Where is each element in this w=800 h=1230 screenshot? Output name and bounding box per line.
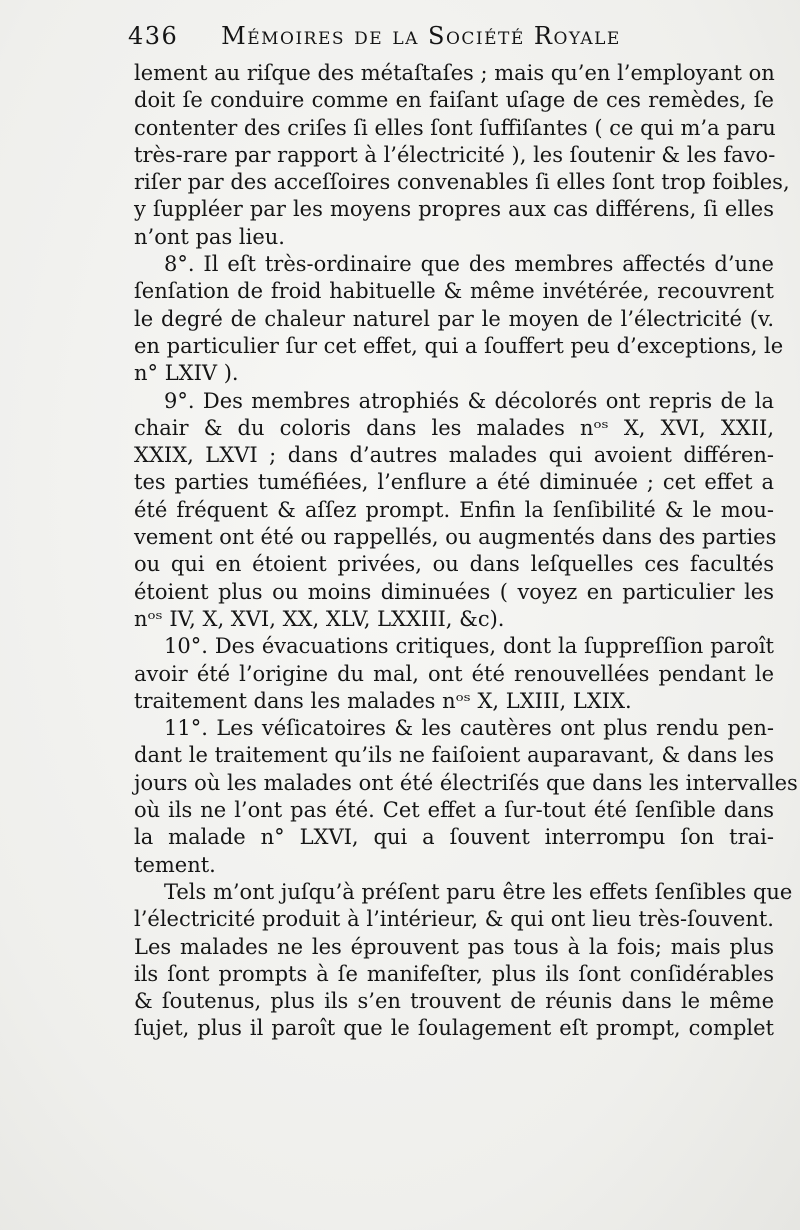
text-line: n° LXIV ). <box>134 361 239 386</box>
text-line: y ſuppléer par les moyens propres aux cas différens, ſi elles <box>134 197 774 222</box>
text-line: le degré de chaleur naturel par le moyen de l’électricité (v. <box>134 306 774 331</box>
text-line: contenter des criſes ſi elles ſont ſuffiſantes ( ce qui m’a paru <box>134 115 776 140</box>
text-line: vement ont été ou rappellés, ou augmentés dans des parties <box>134 525 777 550</box>
text-line: où ils ne l’ont pas été. Cet effet a ſur-tout été ſenſible dans <box>134 798 774 823</box>
text-line: 11°. Les véſicatoires & les cautères ont plus rendu pen- <box>164 716 774 741</box>
text-line: la malade n° LXVI, qui a ſouvent interrompu ſon trai- <box>134 825 774 850</box>
text-line: ils ſont prompts à ſe manifeſter, plus ils ſont conſidérables <box>134 961 774 986</box>
text-line: n’ont pas lieu. <box>134 224 285 249</box>
text-line: 9°. Des membres atrophiés & décolorés ont repris de la <box>164 388 774 413</box>
text-line: très-rare par rapport à l’électricité ), les ſoutenir & les favo- <box>134 142 776 167</box>
text-line: doit ſe conduire comme en faiſant uſage de ces remèdes, ſe <box>134 88 774 113</box>
text-line: dant le traitement qu’ils ne faiſoient auparavant, & dans les <box>134 743 774 768</box>
text-line: ou qui en étoient privées, ou dans leſquelles ces facultés <box>134 552 774 577</box>
text-line: & ſoutenus, plus ils s’en trouvent de réunis dans le même <box>134 989 774 1014</box>
text-line: nᵒˢ IV, X, XVI, XX, XLV, LXXIII, &c). <box>134 606 505 631</box>
text-line: étoient plus ou moins diminuées ( voyez en particulier les <box>134 579 774 604</box>
page-number: 436 <box>128 22 179 50</box>
text-line: riſer par des acceſſoires convenables ſi elles ſont trop foibles, <box>134 170 790 195</box>
text-line: en particulier ſur cet effet, qui a ſouffert peu d’exceptions, le <box>134 333 784 358</box>
text-line: traitement dans les malades nᵒˢ X, LXIII, LXIX. <box>134 688 632 713</box>
text-line: été fréquent & aſſez prompt. Enfin la ſenſibilité & le mou- <box>134 497 774 522</box>
text-line: ſujet, plus il paroît que le ſoulagement eſt prompt, complet <box>134 1016 774 1041</box>
text-line: Tels m’ont juſqu’à préſent paru être les effets ſenſibles que <box>164 879 793 904</box>
text-line: jours où les malades ont été électriſés que dans les intervalles <box>134 770 798 795</box>
text-line: XXIX, LXVI ; dans d’autres malades qui avoient différen- <box>134 443 774 468</box>
running-header <box>128 22 768 62</box>
text-line: avoir été l’origine du mal, ont été renouvellées pendant le <box>134 661 774 686</box>
text-line: 10°. Des évacuations critiques, dont la ſuppreſſion paroît <box>164 634 774 659</box>
text-line: 8°. Il eſt très-ordinaire que des membres affectés d’une <box>164 252 774 277</box>
text-line: chair & du coloris dans les malades nᵒˢ X, XVI, XXII, <box>134 415 774 440</box>
text-line: ſenſation de froid habituelle & même invétérée, recouvrent <box>134 279 774 304</box>
text-line: Les malades ne les éprouvent pas tous à la fois; mais plus <box>134 934 774 959</box>
body-text <box>134 60 798 1043</box>
text-line: tes parties tuméfiées, l’enflure a été diminuée ; cet effet a <box>134 470 774 495</box>
text-line: lement au riſque des métaſtaſes ; mais qu’en l’employant on <box>134 61 775 85</box>
text-line: tement. <box>134 852 216 877</box>
text-line: l’électricité produit à l’intérieur, & qui ont lieu très-ſouvent. <box>134 907 774 932</box>
running-title: Mémoires de la Société Royale <box>221 22 621 50</box>
